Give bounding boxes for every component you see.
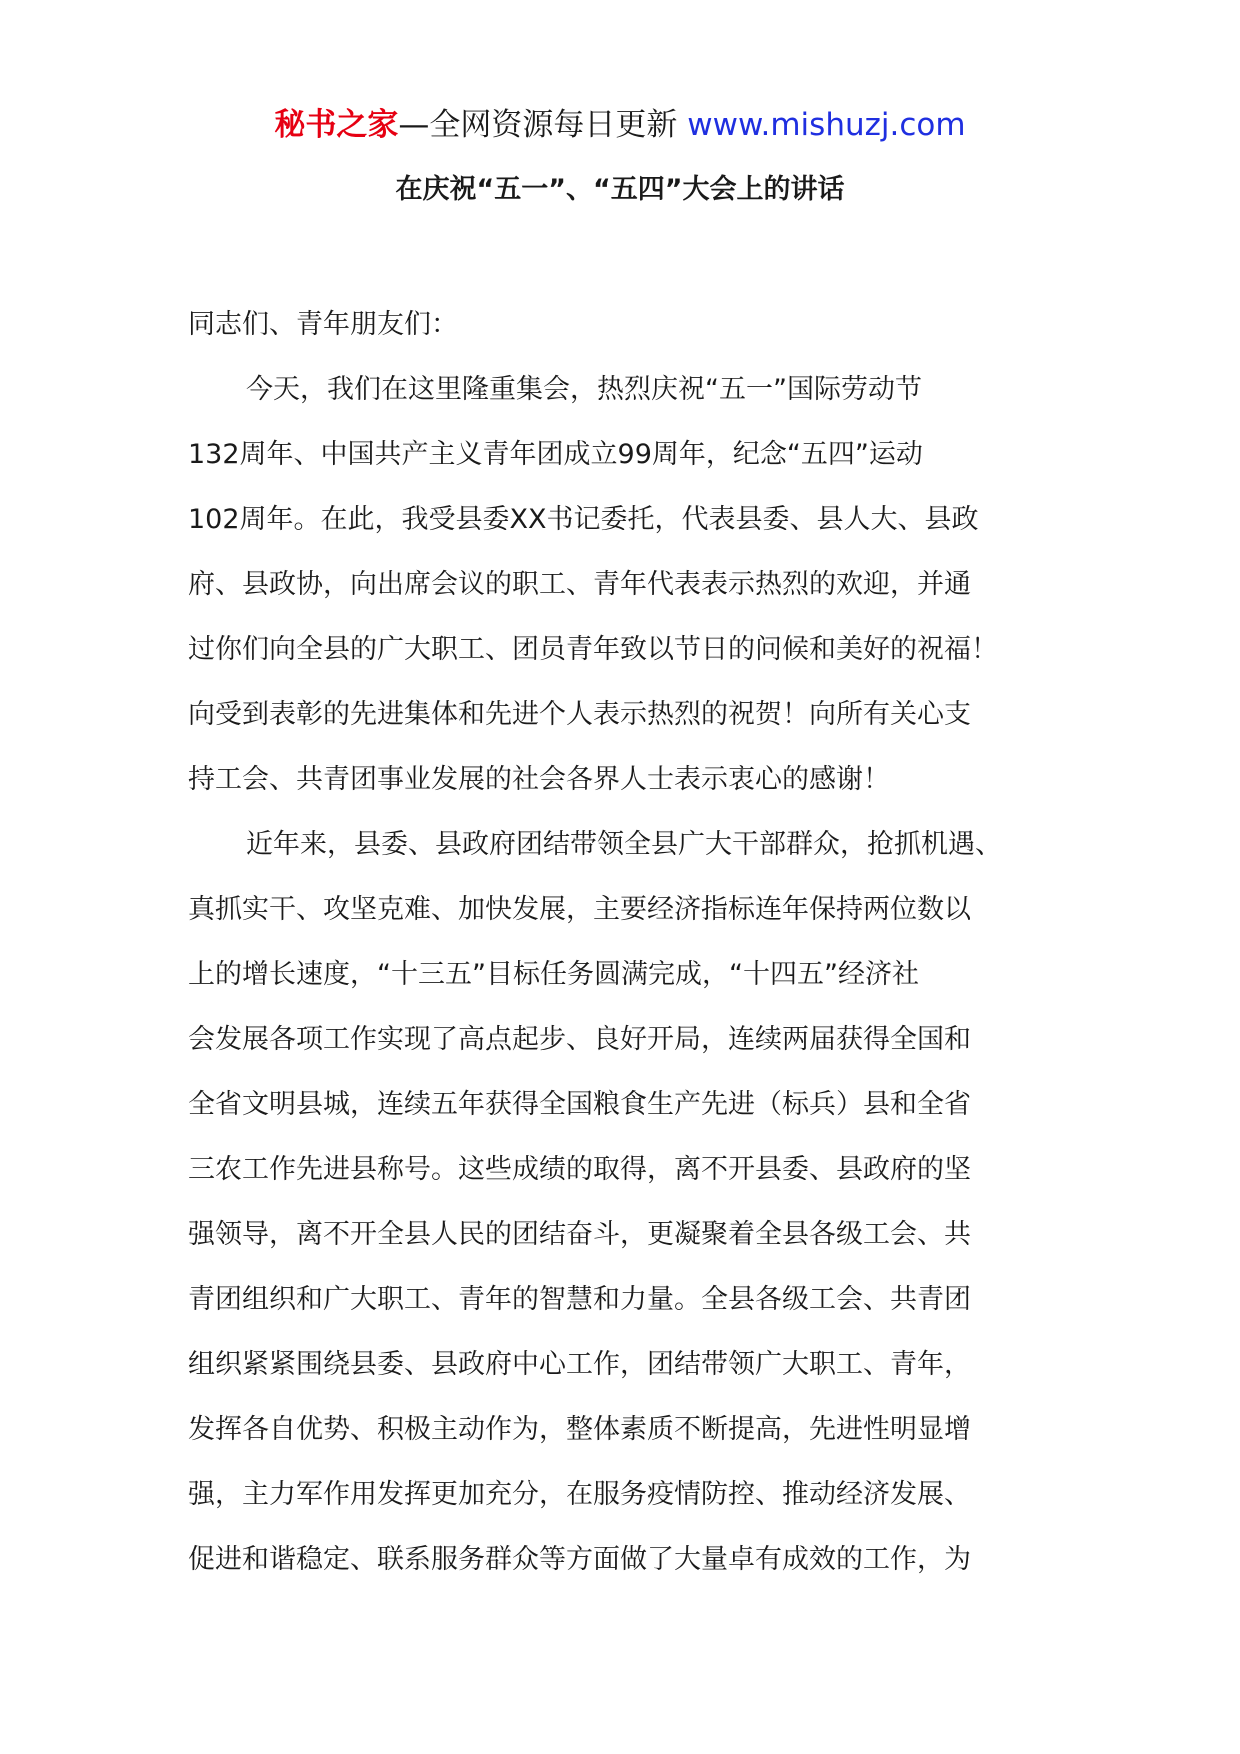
paragraph-line: 青团组织和广大职工、青年的智慧和力量。全县各级工会、共青团 bbox=[188, 1284, 971, 1315]
document-body bbox=[188, 292, 1088, 1592]
paragraph-line: 今天，我们在这里隆重集会，热烈庆祝“五一”国际劳动节 bbox=[246, 374, 922, 405]
paragraph-line: 全省文明县城，连续五年获得全国粮食生产先进（标兵）县和全省 bbox=[188, 1089, 971, 1120]
paragraph-line: 102周年。在此，我受县委XX书记委托，代表县委、县人大、县政 bbox=[188, 504, 979, 535]
paragraph-line: 上的增长速度，“十三五”目标任务圆满完成，“十四五”经济社 bbox=[188, 959, 919, 990]
paragraph-line: 三农工作先进县称号。这些成绩的取得，离不开县委、县政府的坚 bbox=[188, 1154, 971, 1185]
paragraph-line: 近年来，县委、县政府团结带领全县广大干部群众，抢抓机遇、 bbox=[246, 829, 1002, 860]
paragraph-line: 强，主力军作用发挥更加充分，在服务疫情防控、推动经济发展、 bbox=[188, 1479, 971, 1510]
paragraph-line: 会发展各项工作实现了高点起步、良好开局，连续两届获得全国和 bbox=[188, 1024, 971, 1055]
brand-name: 秘书之家 bbox=[274, 107, 399, 143]
paragraph-line: 持工会、共青团事业发展的社会各界人士表示衷心的感谢！ bbox=[188, 764, 890, 795]
paragraph-line: 府、县政协，向出席会议的职工、青年代表表示热烈的欢迎，并通 bbox=[188, 569, 971, 600]
salutation: 同志们、青年朋友们： bbox=[188, 309, 458, 340]
site-banner bbox=[0, 100, 1240, 150]
paragraph-line: 过你们向全县的广大职工、团员青年致以节日的问候和美好的祝福！ bbox=[188, 634, 998, 665]
paragraph-line: 发挥各自优势、积极主动作为，整体素质不断提高，先进性明显增 bbox=[188, 1414, 971, 1445]
site-url-link[interactable]: www.mishuzj.com bbox=[687, 107, 966, 143]
paragraph-line: 132周年、中国共产主义青年团成立99周年，纪念“五四”运动 bbox=[188, 439, 923, 470]
banner-slogan: —全网资源每日更新 bbox=[398, 107, 688, 143]
paragraph-line: 向受到表彰的先进集体和先进个人表示热烈的祝贺！向所有关心支 bbox=[188, 699, 971, 730]
paragraph-line: 促进和谐稳定、联系服务群众等方面做了大量卓有成效的工作，为 bbox=[188, 1544, 971, 1575]
paragraph-line: 强领导，离不开全县人民的团结奋斗，更凝聚着全县各级工会、共 bbox=[188, 1219, 971, 1250]
paragraph-line: 组织紧紧围绕县委、县政府中心工作，团结带领广大职工、青年， bbox=[188, 1349, 971, 1380]
document-title: 在庆祝“五一”、“五四”大会上的讲话 bbox=[395, 174, 845, 205]
paragraph-line: 真抓实干、攻坚克难、加快发展，主要经济指标连年保持两位数以 bbox=[188, 894, 971, 925]
